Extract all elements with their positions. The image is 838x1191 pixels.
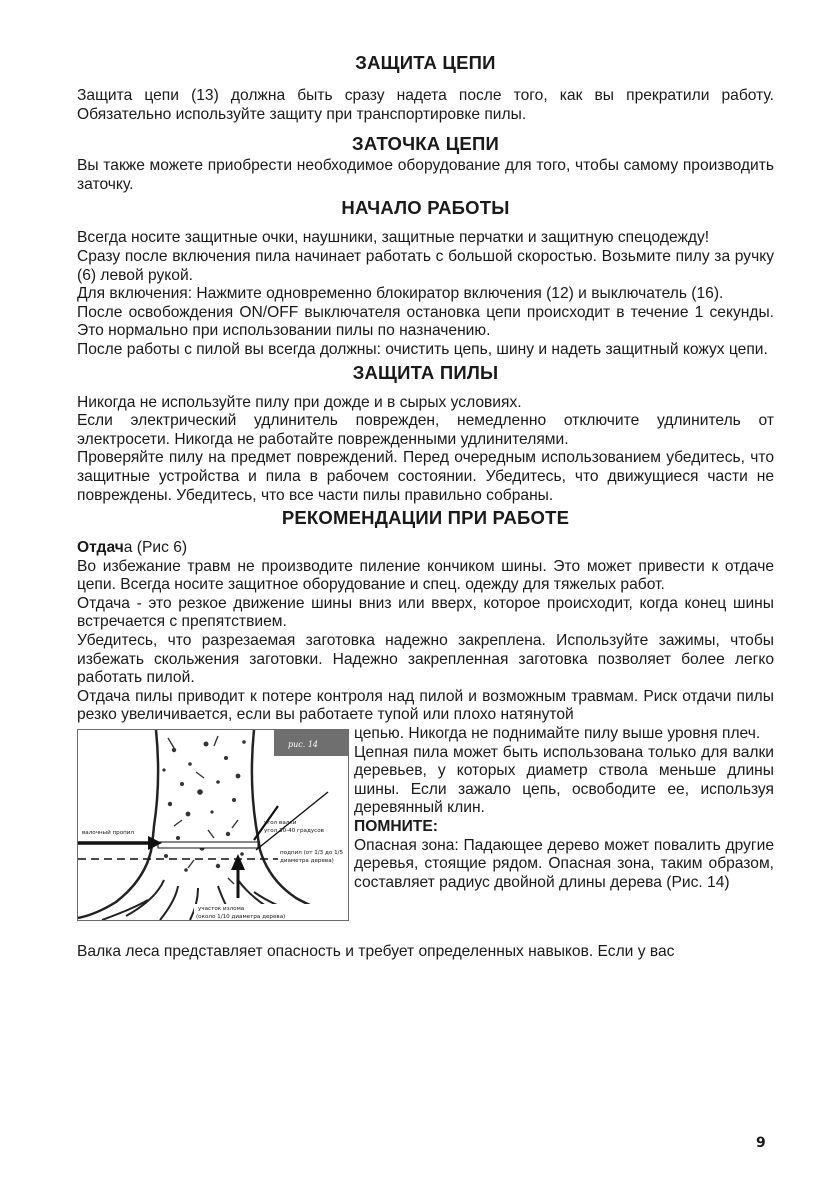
saw-protection-text-1: Никогда не используйте пилу при дожде и в сырых условиях. <box>77 393 522 411</box>
remember-heading: ПОМНИТЕ: <box>354 818 438 835</box>
heading-start: НАЧАЛО РАБОТЫ <box>341 197 510 219</box>
kickback-ref: а (Рис 6) <box>123 539 188 557</box>
start-text-2: Сразу после включения пила начинает работать с большой скоростью. Возьмите пилу за ручку (6) левой рукой. <box>77 247 774 284</box>
kickback-subheading <box>77 539 774 558</box>
label-notch-2: диаметра дерева) <box>280 858 334 865</box>
page-number: 9 <box>756 1135 766 1151</box>
chain-guard-text: Защита цепи (13) должна быть сразу надета после того, как вы прекратили работу. Обязательно используйте защиту при транспортировке пилы. <box>77 87 774 123</box>
label-notch-1: подпил (от 1/3 до 1/5 <box>280 850 344 857</box>
start-text-1: Всегда носите защитные очки, наушники, защитные перчатки и защитную спецодежду! <box>77 229 710 247</box>
recommendations-text-2: Отдача - это резкое движение шины вниз или вверх, которое происходит, когда конец шины встречается с препятствием. <box>77 594 774 631</box>
felling-figure <box>77 729 349 921</box>
recommendations-text-3: Убедитесь, что разрезаемая заготовка надежно закреплена. Используйте зажимы, чтобы избежать скольжения заготовки. Надежно закрепленная заготовка позволяет более легко работать пилой. <box>77 632 774 687</box>
heading-saw-protection: ЗАЩИТА ПИЛЫ <box>352 361 499 383</box>
heading-chain-guard: ЗАЩИТА ЦЕПИ <box>355 52 496 73</box>
figure-row <box>77 725 774 943</box>
start-text-3: Для включения: Нажмите одновременно блокиратор включения (12) и выключатель (16). <box>77 285 724 303</box>
start-text-5: После работы с пилой вы всегда должны: очистить цепь, шину и надеть защитный кожух цепи. <box>77 340 768 358</box>
tree-felling-diagram <box>78 730 348 920</box>
recommendations-text-6: Опасная зона: Падающее дерево может повалить другие деревья, стоящие рядом. Опасная зона, таким образом, составляет радиус двойной длины дерева (Рис. 14) <box>354 836 774 891</box>
saw-protection-text-2: Если электрический удлинитель поврежден, немедленно отключите удлинитель от электросети. Никогда не работайте поврежденными удлинителями. <box>77 412 774 448</box>
recommendations-text-1: Во избежание травм не производите пиление кончиком шины. Это может привести к отдаче цепи. Всегда носите защитное оборудование и спец. одежду для тяжелых работ. <box>77 557 774 594</box>
saw-protection-text-3: Проверяйте пилу на предмет повреждений. Перед очередным использованием убедитесь, что защитные устройства и пила в рабочем состоянии. Убедитесь, что движущиеся части не повреждены. Убедитесь, что все части пилы правильно собраны. <box>77 449 774 504</box>
label-break-1: участок излома <box>198 906 245 913</box>
figure-badge-label: рис. 14 <box>288 740 319 750</box>
label-back-cut: валочный пропил <box>82 830 135 837</box>
recommendations-text-4: Отдача пилы приводит к потере контроля над пилой и возможным травмам. Риск отдачи пилы резко увеличивается, если вы работаете тупой или плохо натянутой <box>77 687 774 724</box>
kickback-bold: Отдач <box>77 539 124 557</box>
heading-sharpening: ЗАТОЧКА ЦЕПИ <box>352 133 499 155</box>
label-angle-1: угол валки <box>264 820 297 827</box>
label-angle-2: угол 30-40 градусов <box>264 828 324 835</box>
figure-side-text <box>354 725 774 892</box>
recommendations-text-7: Валка леса представляет опасность и требует определенных навыков. Если у вас <box>77 943 675 961</box>
sharpening-text: Вы также можете приобрести необходимое оборудование для того, чтобы самому производить заточку. <box>77 157 774 193</box>
recommendations-text-4-cont: цепью. Никогда не поднимайте пилу выше уровня плеч. <box>354 725 761 743</box>
document-page <box>77 50 774 962</box>
label-break-2: (около 1/10 диаметра дерева) <box>196 914 286 921</box>
recommendations-text-5: Цепная пила может быть использована только для валки деревьев, у которых диаметр ствола меньше длины шины. Если зажало цепь, освободите ее, используя деревянный клин. <box>354 743 774 817</box>
start-text-4: После освобождения ON/OFF выключателя остановка цепи происходит в течение 1 секунды. Это нормально при использовании пилы по назначению. <box>77 303 774 340</box>
heading-recommendations: РЕКОМЕНДАЦИИ ПРИ РАБОТЕ <box>281 507 570 529</box>
